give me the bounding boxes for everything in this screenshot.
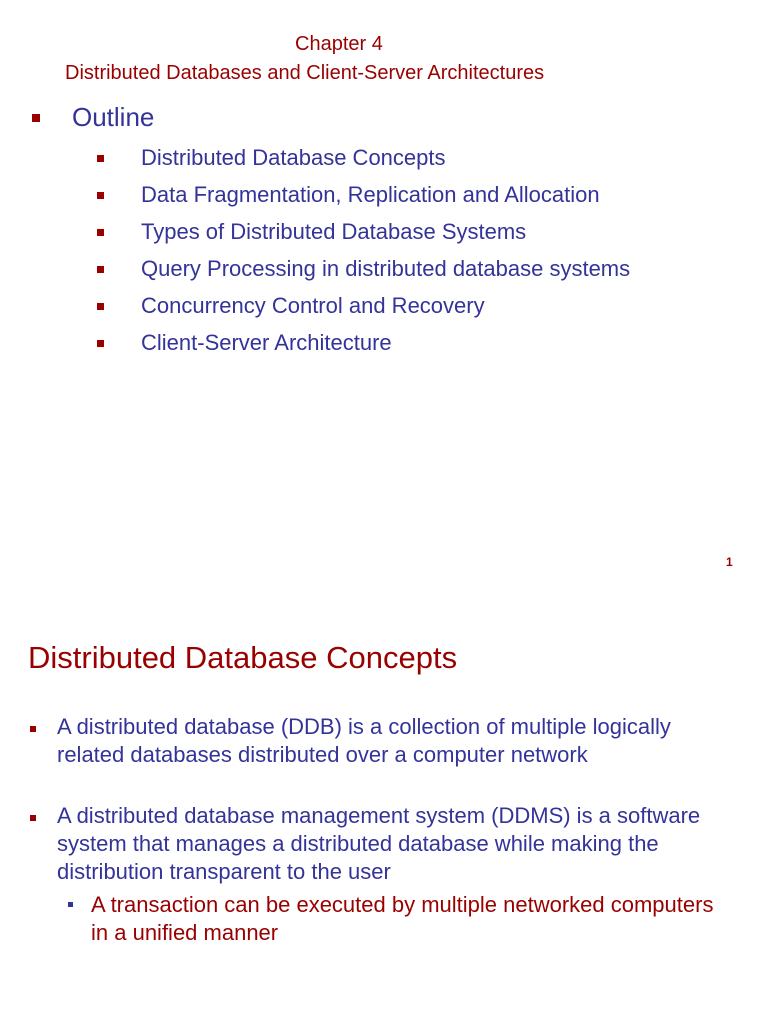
outline-item: Client-Server Architecture bbox=[141, 330, 392, 355]
outline-item: Types of Distributed Database Systems bbox=[141, 219, 527, 244]
page-number: 1 bbox=[726, 555, 733, 569]
sub-bullet-icon bbox=[68, 902, 73, 907]
outline-item: Query Processing in distributed database systems bbox=[141, 256, 631, 281]
outline-item: Data Fragmentation, Replication and Allocation bbox=[141, 182, 600, 207]
outline-bullet-icon bbox=[32, 114, 40, 122]
list-bullet-icon bbox=[97, 229, 104, 236]
list-bullet-icon bbox=[30, 726, 36, 732]
outline-item: Distributed Database Concepts bbox=[141, 145, 446, 170]
page-title: Distributed Database Concepts bbox=[28, 640, 458, 675]
list-bullet-icon bbox=[97, 340, 104, 347]
list-bullet-icon bbox=[97, 303, 104, 310]
list-item: A distributed database (DDB) is a collection of multiple logically related databases distributed over a computer network bbox=[57, 714, 671, 767]
list-bullet-icon bbox=[97, 192, 104, 199]
chapter-title: Chapter 4 bbox=[295, 33, 383, 55]
list-bullet-icon bbox=[30, 815, 36, 821]
list-bullet-icon bbox=[97, 155, 104, 162]
outline-heading: Outline bbox=[72, 102, 155, 132]
chapter-subtitle: Distributed Databases and Client-Server Architectures bbox=[65, 62, 545, 84]
list-bullet-icon bbox=[97, 266, 104, 273]
slide-2 bbox=[0, 590, 768, 1024]
outline-item: Concurrency Control and Recovery bbox=[141, 293, 485, 318]
sub-list-item: A transaction can be executed by multiple networked computers in a unified manner bbox=[91, 892, 714, 945]
list-item: A distributed database management system (DDMS) is a software system that manages a distributed database while making the distribution transparent to the user bbox=[57, 803, 701, 884]
